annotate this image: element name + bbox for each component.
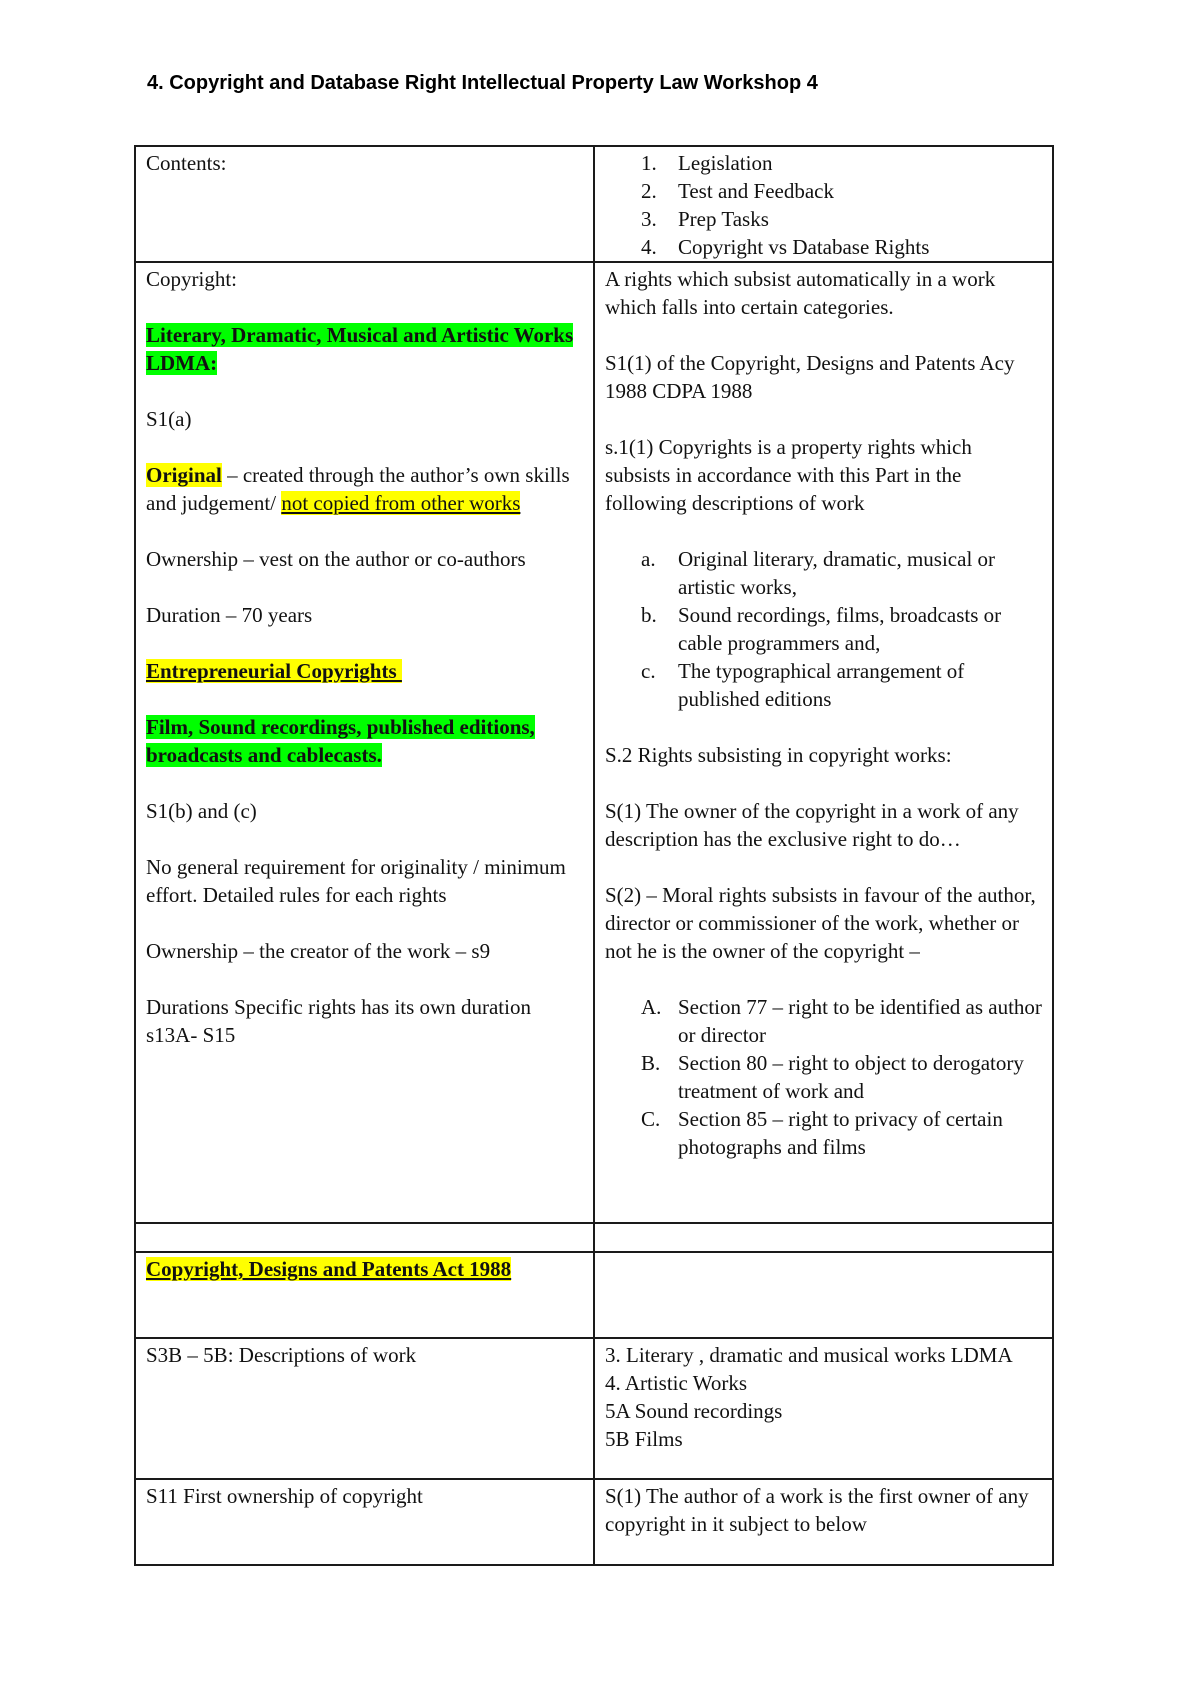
list-marker: c. bbox=[641, 659, 656, 683]
list-item-text: Section 77 – right to be identified as author or director bbox=[678, 995, 1042, 1047]
copyright-overview-cell bbox=[135, 262, 594, 1223]
duration-text: Duration – 70 years bbox=[146, 603, 313, 627]
list-item-text: The typographical arrangement of published editions bbox=[678, 659, 965, 711]
entrepreneurial-heading: Entrepreneurial Copyrights bbox=[146, 659, 402, 683]
description-line: 4. Artistic Works bbox=[605, 1371, 748, 1395]
empty-row bbox=[135, 1223, 1053, 1252]
original-definition bbox=[146, 461, 583, 517]
description-line: 3. Literary , dramatic and musical works LDMA bbox=[605, 1343, 1013, 1367]
contents-list-cell bbox=[594, 146, 1053, 262]
s1bc-ref: S1(b) and (c) bbox=[146, 799, 257, 823]
s2-heading: S.2 Rights subsisting in copyright works: bbox=[605, 743, 952, 767]
moral-rights-list bbox=[605, 993, 1042, 1161]
list-marker: 4. bbox=[641, 235, 657, 259]
ldma-heading: Literary, Dramatic, Musical and Artistic Works LDMA: bbox=[146, 323, 574, 375]
contents-row bbox=[135, 146, 1053, 262]
s11-detail: s.1(1) Copyrights is a property rights which subsists in accordance with this Part in the following descriptions of work bbox=[605, 435, 972, 515]
copyright-heading: Copyright: bbox=[146, 267, 238, 291]
ownership-label: S11 First ownership of copyright bbox=[146, 1484, 423, 1508]
rights-cell bbox=[594, 262, 1053, 1223]
list-marker: 2. bbox=[641, 179, 657, 203]
durations-text: Durations Specific rights has its own duration s13A- S15 bbox=[146, 995, 531, 1047]
descriptions-label-cell bbox=[135, 1338, 594, 1479]
ownership-row bbox=[135, 1479, 1053, 1565]
rights-intro: A rights which subsist automatically in a work which falls into certain categories. bbox=[605, 267, 996, 319]
list-item-text: Sound recordings, films, broadcasts or cable programmers and, bbox=[678, 603, 1002, 655]
copyright-row bbox=[135, 262, 1053, 1223]
list-item bbox=[605, 233, 1042, 261]
notes-table bbox=[134, 145, 1054, 1566]
list-marker: b. bbox=[641, 603, 657, 627]
contents-label: Contents: bbox=[146, 151, 227, 175]
ownership-label-cell bbox=[135, 1479, 594, 1565]
page-title: 4. Copyright and Database Right Intellectual Property Law Workshop 4 bbox=[147, 72, 818, 94]
ownership-creator-text: Ownership – the creator of the work – s9 bbox=[146, 939, 491, 963]
s1a-ref: S1(a) bbox=[146, 407, 192, 431]
s2-1-text: S(1) The owner of the copyright in a work of any description has the exclusive right to do… bbox=[605, 799, 1019, 851]
list-item bbox=[605, 177, 1042, 205]
original-text: – created through the author’s own skills and judgement/ bbox=[146, 463, 570, 515]
ownership-detail: S(1) The author of a work is the first owner of any copyright in it subject to below bbox=[605, 1484, 1029, 1536]
empty-cell bbox=[594, 1252, 1053, 1338]
list-item bbox=[605, 205, 1042, 233]
act-heading-row bbox=[135, 1252, 1053, 1338]
contents-list bbox=[605, 149, 1042, 261]
description-line: 5A Sound recordings bbox=[605, 1399, 783, 1423]
descriptions-cell bbox=[594, 1338, 1053, 1479]
ownership-cell bbox=[594, 1479, 1053, 1565]
original-label: Original bbox=[146, 463, 222, 487]
list-item-text: Copyright vs Database Rights bbox=[678, 235, 930, 259]
work-descriptions-list bbox=[605, 545, 1042, 713]
list-marker: 1. bbox=[641, 151, 657, 175]
list-item bbox=[605, 545, 1042, 601]
list-item-text: Section 80 – right to object to derogatory treatment of work and bbox=[678, 1051, 1024, 1103]
originality-note: No general requirement for originality / minimum effort. Detailed rules for each rights bbox=[146, 855, 566, 907]
ownership-text: Ownership – vest on the author or co-authors bbox=[146, 547, 526, 571]
list-item bbox=[605, 149, 1042, 177]
list-item-text: Section 85 – right to privacy of certain photographs and films bbox=[678, 1107, 1003, 1159]
original-highlight: not copied from other works bbox=[281, 491, 521, 515]
list-marker: C. bbox=[641, 1107, 661, 1131]
descriptions-label: S3B – 5B: Descriptions of work bbox=[146, 1343, 417, 1367]
list-item bbox=[605, 1105, 1042, 1161]
list-item bbox=[605, 601, 1042, 657]
s2-2-text: S(2) – Moral rights subsists in favour of the author, director or commissioner of the work, whether or not he is the owner of the copyright – bbox=[605, 883, 1036, 963]
act-heading: Copyright, Designs and Patents Act 1988 bbox=[146, 1257, 512, 1281]
list-item bbox=[605, 1049, 1042, 1105]
list-item-text: Test and Feedback bbox=[678, 179, 834, 203]
descriptions-row bbox=[135, 1338, 1053, 1479]
list-marker: 3. bbox=[641, 207, 657, 231]
empty-cell bbox=[135, 1223, 594, 1252]
list-item-text: Legislation bbox=[678, 151, 773, 175]
list-marker: B. bbox=[641, 1051, 661, 1075]
list-item bbox=[605, 657, 1042, 713]
contents-label-cell bbox=[135, 146, 594, 262]
list-item-text: Original literary, dramatic, musical or artistic works, bbox=[678, 547, 996, 599]
s11-ref: S1(1) of the Copyright, Designs and Patents Acy 1988 CDPA 1988 bbox=[605, 351, 1015, 403]
act-heading-cell bbox=[135, 1252, 594, 1338]
list-marker: a. bbox=[641, 547, 656, 571]
empty-cell bbox=[594, 1223, 1053, 1252]
list-item bbox=[605, 993, 1042, 1049]
list-marker: A. bbox=[641, 995, 662, 1019]
description-line: 5B Films bbox=[605, 1427, 683, 1451]
film-heading: Film, Sound recordings, published editions, broadcasts and cablecasts. bbox=[146, 715, 535, 767]
list-item-text: Prep Tasks bbox=[678, 207, 769, 231]
